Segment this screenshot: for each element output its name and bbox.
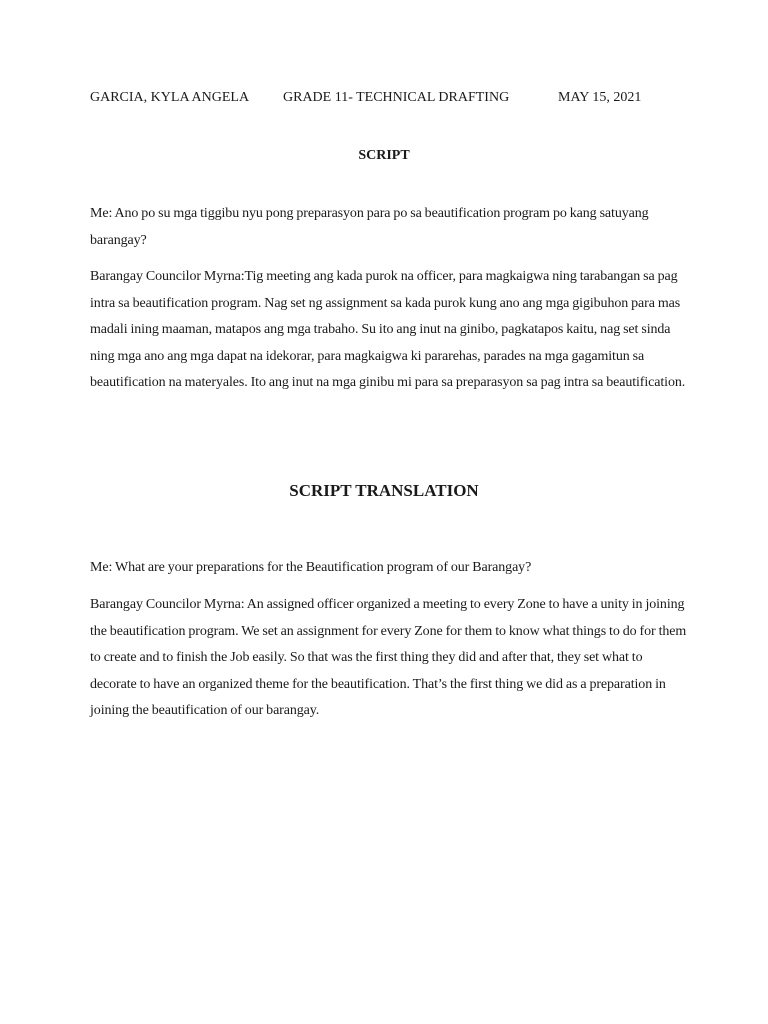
translation-question: Me: What are your preparations for the Beautification program of our Barangay? xyxy=(90,560,532,575)
student-name: GARCIA, KYLA ANGELA xyxy=(90,90,250,105)
script-question: Me: Ano po su mga tiggibu nyu pong preparasyon para po sa beautification program po kang satuyang barangay? xyxy=(90,206,649,248)
translation-answer: Barangay Councilor Myrna: An assigned officer organized a meeting to every Zone to have a unity in joining the beautification program. We set an assignment for every Zone for them to know what things to do for them to create and to finish the Job easily. So that was the first thing they did and after that, they set what to decorate to have an organized theme for the beautification. That’s the first thing we did as a preparation in joining the beautification of our barangay. xyxy=(90,597,687,719)
script-title: SCRIPT xyxy=(358,148,410,163)
grade-section: GRADE 11- TECHNICAL DRAFTING xyxy=(283,90,510,105)
document-date: MAY 15, 2021 xyxy=(558,90,642,105)
script-answer: Barangay Councilor Myrna:Tig meeting ang kada purok na officer, para magkaigwa ning tarabangan sa pag intra sa beautification program. Nag set ng assignment sa kada purok kung ano ang mga gigibuhon para mas madali ining maaman, matapos ang mga trabaho. Su ito ang inut na ginibo, pagkatapos kaitu, nag set sinda ning mga ano ang mga dapat na idekorar, para magkaigwa ki pararehas, parades na mga gagamitun sa beautification na materyales. Ito ang inut na mga ginibu mi para sa preparasyon sa pag intra sa beautification. xyxy=(90,269,686,391)
document-header xyxy=(90,90,678,112)
translation-title: SCRIPT TRANSLATION xyxy=(289,481,479,500)
